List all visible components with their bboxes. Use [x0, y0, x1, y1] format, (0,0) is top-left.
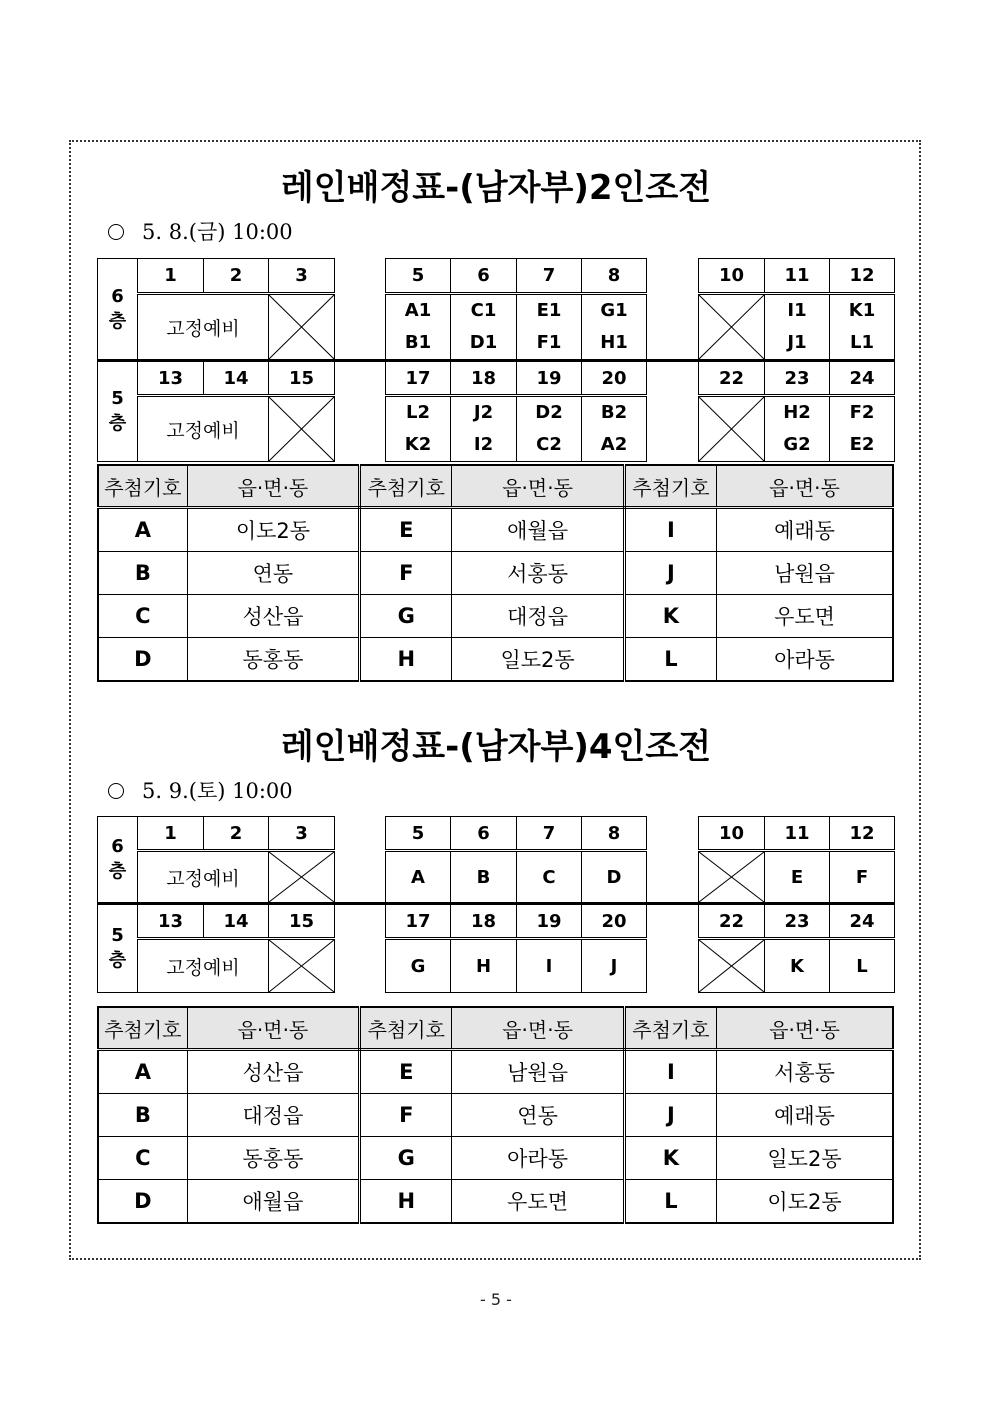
table-row: B 연동 F 서홍동 J 남원읍 — [98, 552, 893, 595]
lane-number: 2 — [204, 817, 269, 851]
header-town: 읍·면·동 — [187, 465, 359, 508]
empty-lane-x — [699, 396, 765, 462]
team-pair: F2 E2 — [830, 396, 895, 462]
team-cell: L — [830, 939, 895, 993]
lane-table — [97, 258, 895, 462]
lane-number: 10 — [699, 259, 765, 294]
fixed-reserve-cell: 고정예비 — [138, 294, 269, 361]
team-pair: D2 C2 — [517, 396, 582, 462]
lane-number: 6 — [451, 817, 517, 851]
header-town: 읍·면·동 — [717, 465, 894, 508]
lane-number: 17 — [386, 361, 451, 396]
lane-number: 20 — [582, 904, 647, 939]
table-row: C 동홍동 G 아라동 K 일도2동 — [98, 1137, 893, 1180]
fixed-reserve-cell: 고정예비 — [138, 396, 269, 462]
lane-number: 10 — [699, 817, 765, 851]
fixed-reserve-cell: 고정예비 — [138, 939, 269, 993]
header-code: 추첨기호 — [98, 465, 187, 508]
table-row: D 동홍동 H 일도2동 L 아라동 — [98, 638, 893, 682]
team-pair: C1 D1 — [451, 294, 517, 361]
lane-number: 11 — [765, 259, 830, 294]
team-cell: H — [451, 939, 517, 993]
team-cell: C — [517, 851, 582, 904]
empty-lane-x — [269, 851, 335, 904]
team-pair: B2 A2 — [582, 396, 647, 462]
lane-number: 19 — [517, 361, 582, 396]
team-pair: K1 L1 — [830, 294, 895, 361]
lane-number: 23 — [765, 904, 830, 939]
lane-table — [97, 816, 895, 993]
team-cell: D — [582, 851, 647, 904]
team-cell: E — [765, 851, 830, 904]
team-pair: A1 B1 — [386, 294, 451, 361]
lane-number: 1 — [138, 817, 204, 851]
team-cell: I — [517, 939, 582, 993]
team-pair: I1 J1 — [765, 294, 830, 361]
date-text: 5. 8.(금) 10:00 — [142, 220, 293, 244]
header-town: 읍·면·동 — [717, 1007, 894, 1050]
page-number: - 5 - — [480, 1290, 512, 1309]
lane-number: 12 — [830, 259, 895, 294]
team-cell: F — [830, 851, 895, 904]
team-cell: G — [386, 939, 451, 993]
team-cell: A — [386, 851, 451, 904]
lane-number: 18 — [451, 361, 517, 396]
lane-number: 8 — [582, 259, 647, 294]
header-code: 추첨기호 — [624, 1007, 716, 1050]
draw-table — [97, 1006, 894, 1224]
team-cell: B — [451, 851, 517, 904]
draw-table — [97, 464, 894, 682]
team-cell: J — [582, 939, 647, 993]
lane-number: 15 — [269, 904, 335, 939]
lane-number: 23 — [765, 361, 830, 396]
lane-number: 11 — [765, 817, 830, 851]
lane-number: 2 — [204, 259, 269, 294]
empty-lane-x — [699, 294, 765, 361]
lane-number: 3 — [269, 817, 335, 851]
header-town: 읍·면·동 — [452, 465, 624, 508]
empty-lane-x — [269, 396, 335, 462]
header-town: 읍·면·동 — [187, 1007, 359, 1050]
lane-number: 15 — [269, 361, 335, 396]
header-code: 추첨기호 — [360, 465, 452, 508]
table-row: A 이도2동 E 애월읍 I 예래동 — [98, 508, 893, 552]
team-pair: L2 K2 — [386, 396, 451, 462]
empty-lane-x — [269, 294, 335, 361]
empty-lane-x — [699, 851, 765, 904]
table-row: B 대정읍 F 연동 J 예래동 — [98, 1094, 893, 1137]
lane-number: 24 — [830, 361, 895, 396]
date-line — [108, 775, 293, 805]
lane-number: 22 — [699, 904, 765, 939]
lane-number: 5 — [386, 817, 451, 851]
team-pair: E1 F1 — [517, 294, 582, 361]
table-row: C 성산읍 G 대정읍 K 우도면 — [98, 595, 893, 638]
lane-number: 1 — [138, 259, 204, 294]
lane-number: 20 — [582, 361, 647, 396]
empty-lane-x — [269, 939, 335, 993]
lane-number: 7 — [517, 817, 582, 851]
lane-number: 7 — [517, 259, 582, 294]
section-title: 레인배정표-(남자부)4인조전 — [280, 727, 712, 767]
team-pair: J2 I2 — [451, 396, 517, 462]
lane-number: 14 — [204, 361, 269, 396]
lane-number: 18 — [451, 904, 517, 939]
date-text: 5. 9.(토) 10:00 — [142, 779, 293, 803]
section-title: 레인배정표-(남자부)2인조전 — [280, 168, 712, 208]
date-line — [108, 216, 293, 246]
lane-number: 6 — [451, 259, 517, 294]
lane-number: 14 — [204, 904, 269, 939]
team-cell: K — [765, 939, 830, 993]
lane-number: 13 — [138, 904, 204, 939]
circle-bullet-icon — [108, 224, 124, 240]
empty-lane-x — [699, 939, 765, 993]
header-code: 추첨기호 — [360, 1007, 452, 1050]
lane-number: 3 — [269, 259, 335, 294]
lane-number: 24 — [830, 904, 895, 939]
team-pair: H2 G2 — [765, 396, 830, 462]
circle-bullet-icon — [108, 783, 124, 799]
header-town: 읍·면·동 — [452, 1007, 624, 1050]
lane-number: 17 — [386, 904, 451, 939]
lane-number: 8 — [582, 817, 647, 851]
lane-number: 13 — [138, 361, 204, 396]
lane-number: 19 — [517, 904, 582, 939]
lane-number: 12 — [830, 817, 895, 851]
floor-label: 6 층 — [98, 259, 138, 361]
floor-label: 5 층 — [98, 904, 138, 993]
lane-number: 22 — [699, 361, 765, 396]
team-pair: G1 H1 — [582, 294, 647, 361]
header-code: 추첨기호 — [624, 465, 716, 508]
lane-number: 5 — [386, 259, 451, 294]
floor-label: 6 층 — [98, 817, 138, 904]
header-code: 추첨기호 — [98, 1007, 187, 1050]
fixed-reserve-cell: 고정예비 — [138, 851, 269, 904]
floor-label: 5 층 — [98, 361, 138, 462]
table-row: D 애월읍 H 우도면 L 이도2동 — [98, 1180, 893, 1224]
table-row: A 성산읍 E 남원읍 I 서홍동 — [98, 1050, 893, 1094]
